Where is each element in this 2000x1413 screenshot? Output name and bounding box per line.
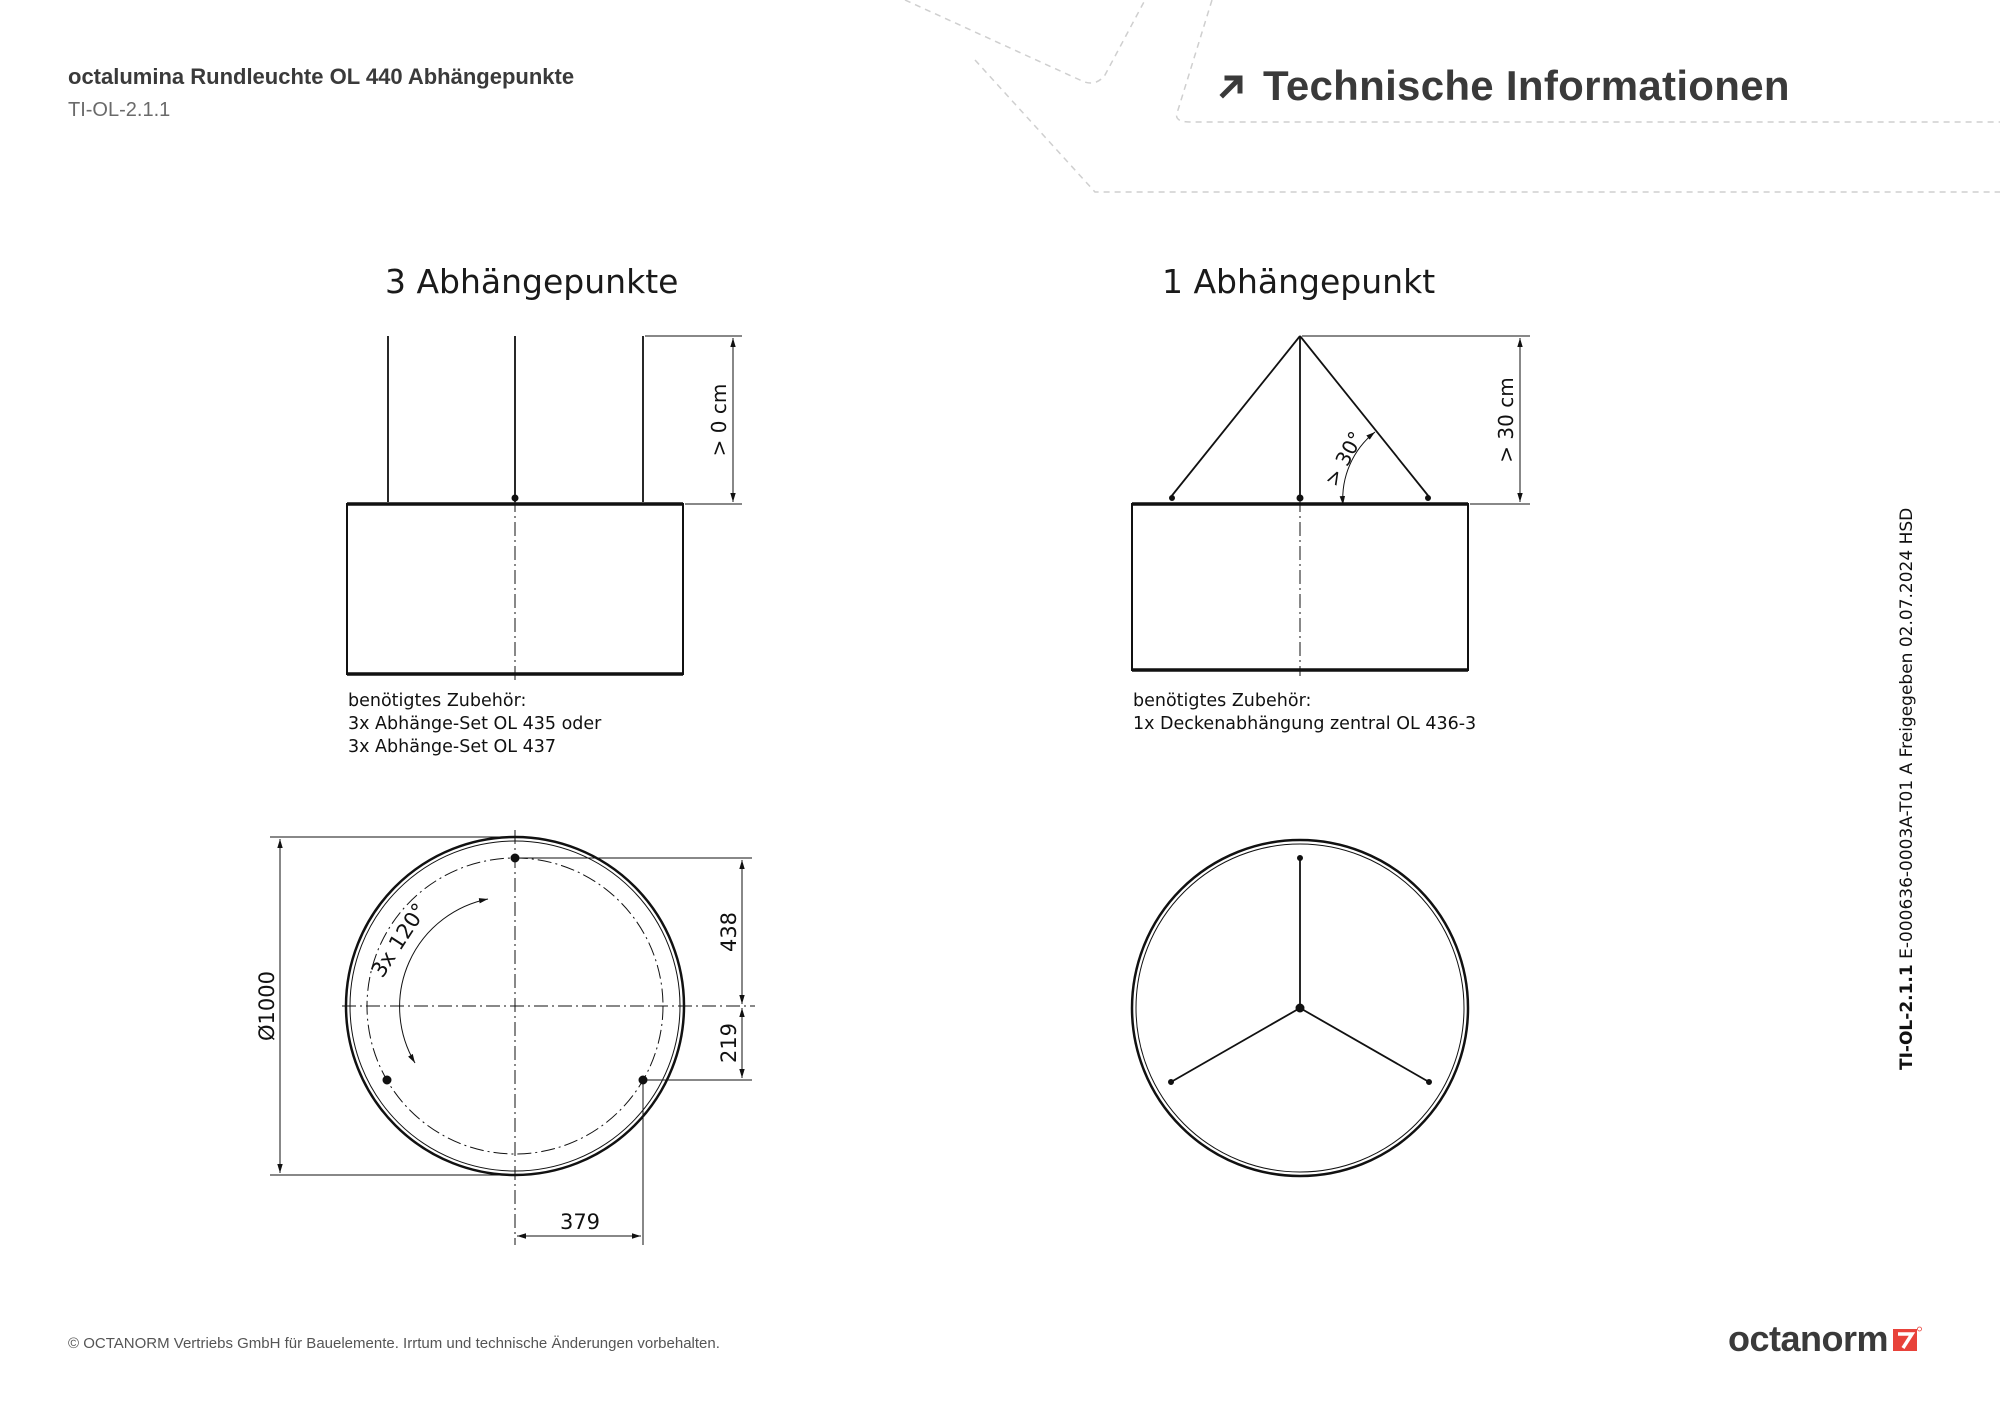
accessory-note-one-point: [1133, 690, 1476, 736]
view-title-one-point: 1 Abhängepunkt: [1162, 262, 1436, 301]
accessory-note-three-points: [348, 690, 601, 759]
dimension-top-label: 438: [717, 911, 741, 953]
dimension-horizontal-label: 379: [559, 1210, 601, 1234]
note-line: benötigtes Zubehör:: [348, 691, 527, 711]
document-code: TI-OL-2.1.1: [68, 99, 171, 121]
note-line: 1x Deckenabhängung zentral OL 436-3: [1133, 714, 1477, 734]
note-line: benötigtes Zubehör:: [1133, 691, 1312, 711]
side-view-one-point: [1132, 336, 1530, 676]
dimension-diameter-label: Ø1000: [255, 971, 279, 1041]
dimension-height-label: > 30 cm: [1494, 377, 1518, 463]
side-doc-id: TI-OL-2.1.1: [1897, 964, 1917, 1070]
note-line: 3x Abhänge-Set OL 435 oder: [348, 714, 602, 734]
logo-wordmark: octanorm: [1728, 1318, 1889, 1359]
release-side-label: [1897, 508, 1917, 1070]
footer-copyright: © OCTANORM Vertriebs GmbH für Bauelemente. Irrtum und technische Änderungen vorbehalten.: [68, 1335, 720, 1352]
side-view-three-points: [347, 336, 742, 680]
octanorm-logo: [1728, 1318, 1922, 1360]
dimension-height-label: > 0 cm: [707, 383, 731, 457]
side-release-info: E-000636-0003A-T01 A Freigegeben 02.07.2024 HSD: [1897, 507, 1917, 959]
top-view-three-points: [270, 830, 755, 1245]
angle-label: 3x 120°: [366, 898, 432, 982]
angle-label: > 30°: [1319, 427, 1369, 491]
section-header-label: Technische Informationen: [1263, 62, 1790, 109]
dimension-bottom-label: 219: [717, 1022, 741, 1064]
top-view-one-point: [1132, 840, 1468, 1176]
document-title: octalumina Rundleuchte OL 440 Abhängepunkte: [68, 64, 575, 89]
view-title-three-points: 3 Abhängepunkte: [385, 262, 679, 301]
note-line: 3x Abhänge-Set OL 437: [348, 737, 557, 757]
logo-mark-icon: [1892, 1325, 1922, 1353]
suspension-cable-left: [1170, 336, 1300, 498]
suspension-cable-right: [1300, 336, 1430, 498]
